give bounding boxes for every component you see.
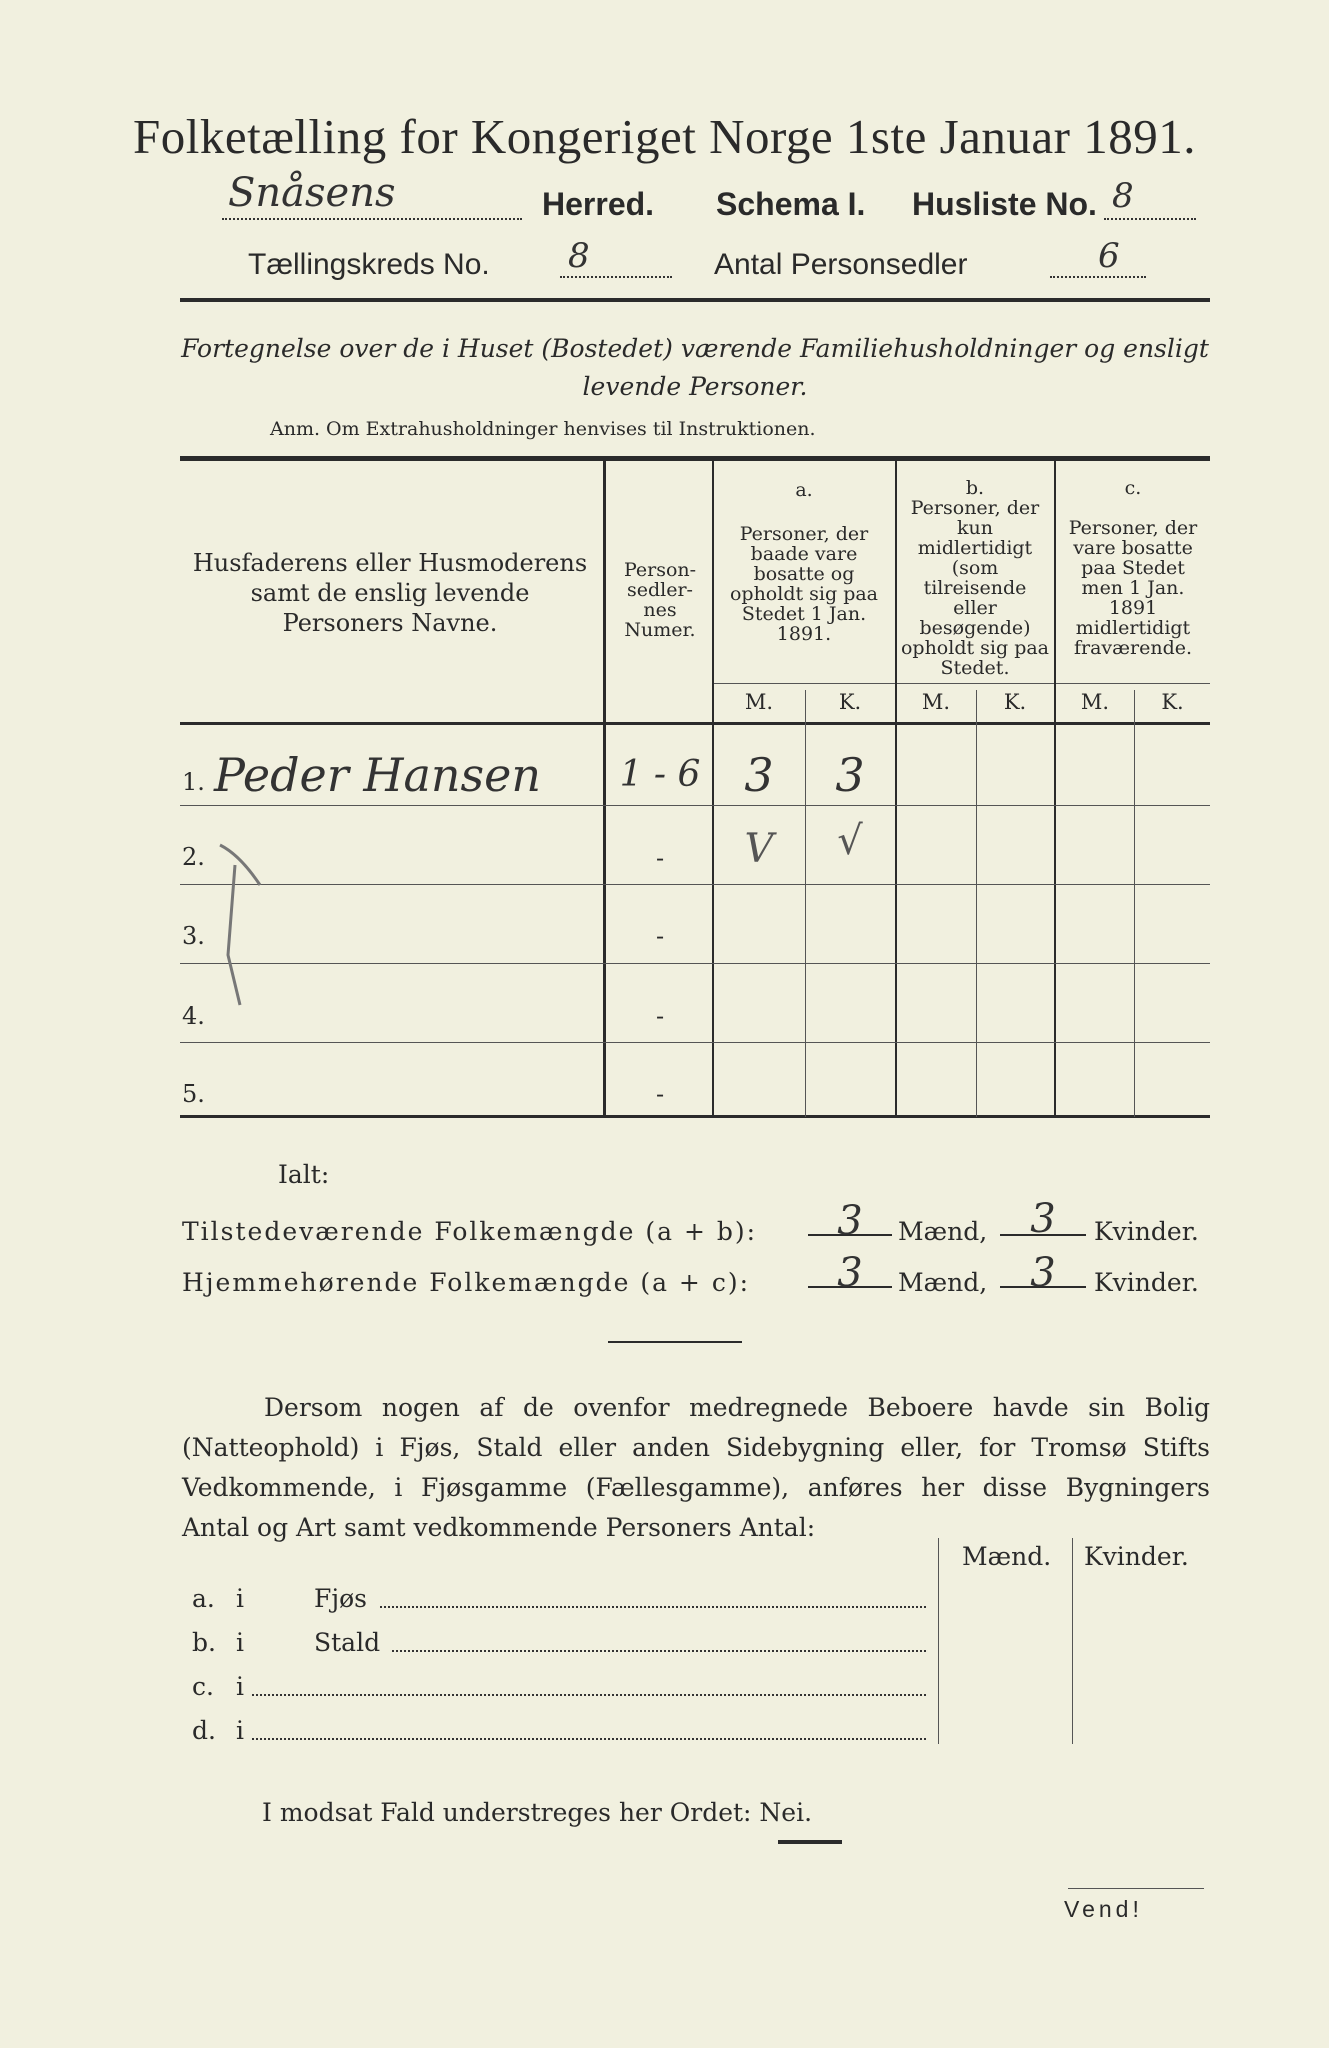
ob-kvinder-header: Kvinder. bbox=[1084, 1542, 1189, 1571]
row-rule-3 bbox=[180, 963, 1210, 964]
c-k-header: K. bbox=[1161, 690, 1184, 714]
col-c-letter: c. bbox=[1124, 477, 1142, 499]
col-b-letter: b. bbox=[965, 477, 985, 499]
ob-dots-a bbox=[380, 1604, 926, 1608]
ob-letter-d: d. bbox=[192, 1716, 216, 1745]
tilstede-kvinder-label: Kvinder. bbox=[1094, 1217, 1199, 1246]
row-rule-2 bbox=[180, 884, 1210, 885]
ob-vline-right bbox=[1072, 1538, 1073, 1744]
row-number-5: 5. bbox=[182, 1080, 205, 1108]
ob-maend-header: Mænd. bbox=[962, 1542, 1052, 1571]
vend-rule bbox=[1068, 1888, 1204, 1889]
header-rule bbox=[180, 298, 1210, 302]
nei-underline bbox=[778, 1840, 842, 1844]
row-num-4: - bbox=[655, 1002, 665, 1030]
ob-i-b: i bbox=[236, 1628, 244, 1657]
antal-value: 6 bbox=[1098, 236, 1120, 276]
vline-b bbox=[1054, 460, 1056, 1117]
husliste-value: 8 bbox=[1112, 176, 1134, 216]
hjemme-kvinder-label: Kvinder. bbox=[1094, 1268, 1199, 1297]
row-number-3: 3. bbox=[182, 922, 205, 950]
col-name-header: Husfaderens eller Husmoderens samt de enslig levende Personers Navne. bbox=[192, 549, 588, 637]
row-num-2: - bbox=[655, 844, 665, 872]
schema-label: Schema I. bbox=[716, 186, 866, 222]
ob-letter-c: c. bbox=[192, 1672, 214, 1701]
row-num-1: 1 - 6 bbox=[619, 754, 701, 795]
c-m-header: M. bbox=[1080, 690, 1110, 714]
outbuildings-text: Dersom nogen af de ovenfor medregnede Beboere havde sin Bolig (Natteophold) i Fjøs, Stald eller anden Sidebygning eller, for Tromsø Stifts Vedkommende, i Fjøsgamme (Fællesgamme), anføres her disse Bygningers Antal og Art samt vedkommende Personers Antal: bbox=[182, 1393, 1210, 1542]
row-rule-1 bbox=[180, 805, 1210, 806]
section-divider bbox=[608, 1341, 742, 1343]
vline-ck bbox=[1134, 690, 1135, 1117]
anm-note: Anm. Om Extrahusholdninger henvises til Instruktionen. bbox=[270, 418, 816, 440]
b-m-header: M. bbox=[921, 690, 951, 714]
ob-label-a: Fjøs bbox=[314, 1584, 367, 1613]
modsat-text: I modsat Fald understreges her Ordet: Nei. bbox=[262, 1798, 813, 1827]
hjemme-m-value: 3 bbox=[837, 1250, 863, 1296]
ob-i-c: i bbox=[236, 1672, 244, 1701]
vline-a bbox=[895, 460, 897, 1117]
a-m-header: M. bbox=[744, 690, 774, 714]
col-c-header: Personer, der vare bosatte paa Stedet men 1 Jan. 1891 midlertidigt fraværende. bbox=[1068, 517, 1198, 659]
ialt-label: Ialt: bbox=[278, 1160, 330, 1189]
mk-rule bbox=[712, 683, 1210, 684]
ob-letter-b: b. bbox=[192, 1628, 216, 1657]
row-a-k-1: 3 bbox=[835, 748, 865, 802]
ob-i-d: i bbox=[236, 1716, 244, 1745]
tilstede-k-value: 3 bbox=[1030, 1196, 1056, 1242]
col-b-header: Personer, der kun midlertidigt (som tilreisende eller besøgende) opholdt sig paa Stedet. bbox=[900, 497, 1050, 679]
row-a-m-1: 3 bbox=[744, 748, 774, 802]
col-a-letter: a. bbox=[795, 479, 813, 501]
tilstede-maend-label: Mænd, bbox=[898, 1217, 988, 1246]
husliste-label: Husliste No. bbox=[912, 186, 1097, 222]
row-number-1: 1. bbox=[182, 768, 205, 796]
tilstede-label: Tilstedeværende Folkemængde (a + b): bbox=[182, 1217, 758, 1246]
a-k-header: K. bbox=[838, 690, 862, 714]
ob-vline-left bbox=[938, 1538, 939, 1744]
form-title: Folketælling for Kongeriget Norge 1ste Januar 1891. bbox=[133, 109, 1196, 164]
ob-letter-a: a. bbox=[192, 1584, 215, 1613]
hjemme-maend-label: Mænd, bbox=[898, 1268, 988, 1297]
vend-text: Vend! bbox=[1064, 1896, 1143, 1922]
row-num-5: - bbox=[655, 1080, 665, 1108]
ob-dots-c bbox=[252, 1692, 926, 1696]
herred-value: Snåsens bbox=[228, 170, 396, 216]
kreds-value: 8 bbox=[568, 236, 590, 276]
hjemme-label: Hjemmehørende Folkemængde (a + c): bbox=[182, 1268, 750, 1297]
intro-text: Fortegnelse over de i Huset (Bostedet) værende Familiehusholdninger og ensligt levende Personer. bbox=[181, 334, 1209, 401]
row-rule-4 bbox=[180, 1042, 1210, 1043]
ob-dots-b bbox=[392, 1648, 926, 1652]
ob-dots-d bbox=[252, 1736, 926, 1740]
vline-bk bbox=[976, 690, 977, 1117]
ob-label-b: Stald bbox=[314, 1628, 381, 1657]
col-num-header: Person-sedler-nes Numer. bbox=[623, 559, 697, 641]
row-number-2: 2. bbox=[182, 843, 205, 871]
row-a-k-2: √ bbox=[837, 818, 863, 864]
vline-name bbox=[603, 460, 606, 1117]
pencil-mark-icon bbox=[210, 835, 270, 1015]
b-k-header: K. bbox=[1003, 690, 1027, 714]
ob-i-a: i bbox=[236, 1584, 244, 1613]
antal-label: Antal Personsedler bbox=[714, 248, 968, 281]
herred-label: Herred. bbox=[542, 186, 655, 222]
tilstede-m-value: 3 bbox=[837, 1198, 863, 1244]
row-number-4: 4. bbox=[182, 1002, 205, 1030]
kreds-label: Tællingskreds No. bbox=[248, 248, 490, 281]
row-num-3: - bbox=[655, 922, 665, 950]
hjemme-k-value: 3 bbox=[1030, 1250, 1056, 1296]
row-name-1: Peder Hansen bbox=[214, 748, 542, 802]
col-a-header: Personer, der baade vare bosatte og opholdt sig paa Stedet 1 Jan. 1891. bbox=[729, 523, 879, 645]
row-a-m-2: V bbox=[744, 826, 774, 872]
